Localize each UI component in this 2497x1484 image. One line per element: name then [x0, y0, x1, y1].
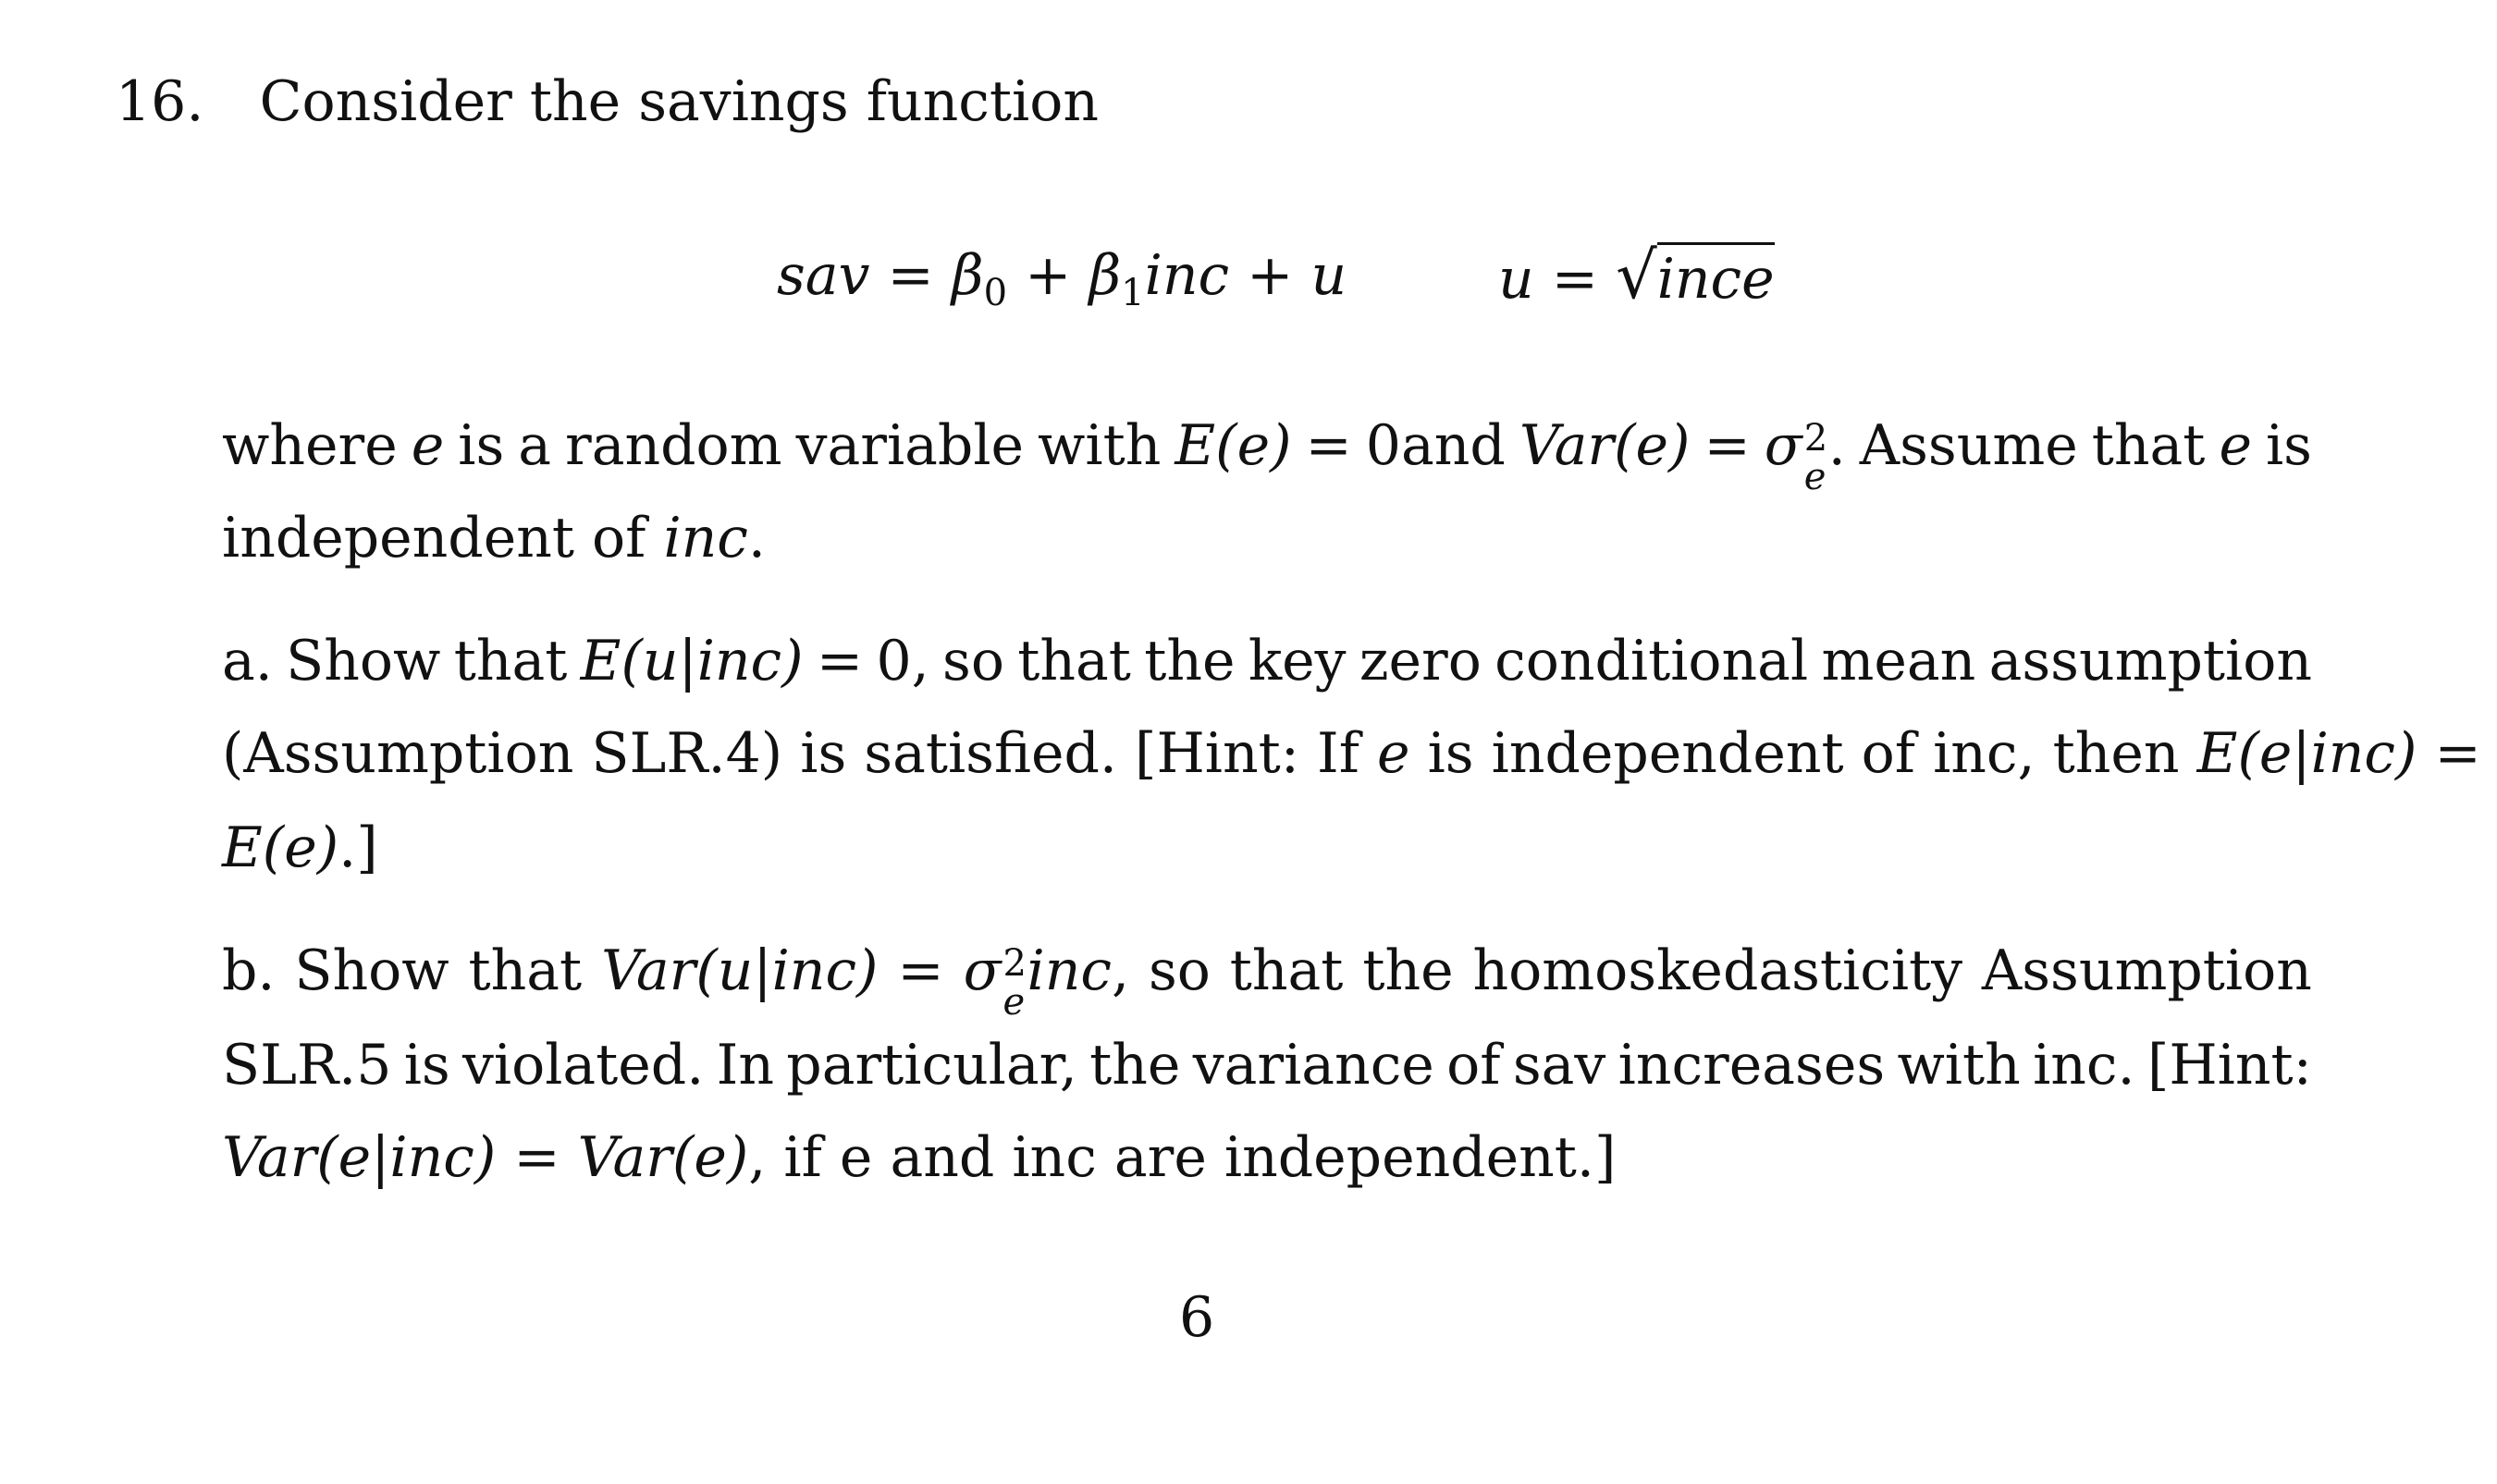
math-equals: =	[816, 629, 864, 693]
eq-plus: +	[1247, 243, 1294, 308]
word: variable	[795, 413, 1025, 478]
word: a	[518, 413, 552, 478]
eq-beta0: β	[951, 243, 984, 308]
period: .	[1827, 413, 1846, 478]
word: with	[1897, 1033, 2021, 1098]
eq2-equals: =	[1551, 247, 1599, 312]
word: [Hint:	[2146, 1033, 2312, 1098]
math-equals: =	[1704, 413, 1751, 478]
word: SLR.5	[222, 1033, 392, 1098]
word: is	[403, 1033, 450, 1098]
comma: ,	[1111, 938, 1130, 1003]
part-a-line-1	[222, 624, 2312, 698]
part-b-line-3	[222, 1121, 1616, 1195]
text: (Assumption SLR.4) is satisfied. [Hint: If	[222, 721, 1377, 786]
eq-sav: sav	[777, 243, 870, 308]
text: is independent of inc, then	[1409, 721, 2197, 786]
word: so	[942, 629, 1004, 693]
sigma-sup: 2	[1002, 942, 1027, 986]
text: independent of	[222, 506, 664, 570]
word: key	[1248, 629, 1347, 693]
word: so	[1148, 938, 1211, 1003]
word: Assume	[1859, 413, 2078, 478]
math-equals: =	[2417, 721, 2481, 786]
math-variance: Var(e)	[577, 1125, 749, 1190]
sigma-scripts	[1802, 417, 1828, 499]
math-variance: Var(e)	[1519, 413, 1691, 478]
word: mean	[1821, 629, 1976, 693]
part-b-line-1	[222, 934, 2312, 1024]
word: inc.	[2033, 1033, 2135, 1098]
math-sigma-squared	[1764, 409, 1846, 499]
sigma-scripts	[1002, 942, 1027, 1024]
problem-number: 16.	[116, 69, 204, 134]
word: where	[222, 413, 398, 478]
word: that	[1229, 938, 1344, 1003]
word: random	[565, 413, 782, 478]
math-equals: =	[897, 938, 944, 1003]
word: increases	[1618, 1033, 1886, 1098]
eq-plus: +	[1025, 243, 1072, 308]
word: Show	[294, 938, 449, 1003]
word: particular,	[786, 1033, 1077, 1098]
word: Show	[286, 629, 441, 693]
radicand: ince	[1657, 242, 1775, 312]
intro-line-2	[222, 501, 766, 575]
math-e: e	[2219, 413, 2252, 478]
word: the	[1144, 629, 1236, 693]
word: that	[453, 629, 568, 693]
math-conditional-variance: Var(e|inc)	[222, 1125, 497, 1190]
math-equals: =	[496, 1125, 578, 1190]
word: of	[1446, 1033, 1501, 1098]
math-inc: inc	[1027, 938, 1112, 1003]
part-label: b.	[222, 938, 276, 1003]
eq-inc: inc	[1144, 243, 1230, 308]
word: 0and	[1365, 413, 1506, 478]
text: , if e and inc are independent.]	[748, 1125, 1617, 1190]
intro-line-1	[222, 409, 2312, 499]
sigma-sup: 2	[1803, 417, 1828, 460]
math-conditional-expectation: E(e|inc)	[2196, 721, 2417, 786]
word: that	[468, 938, 583, 1003]
sigma: σ	[1764, 413, 1802, 478]
problem-title: Consider the savings function	[259, 69, 1099, 134]
eq-u: u	[1310, 243, 1347, 308]
math-sigma-squared-inc	[963, 934, 1130, 1024]
equation-error	[1498, 239, 1775, 316]
part-a-line-2	[222, 717, 2481, 791]
part-b-line-2	[222, 1028, 2312, 1102]
word: that	[2091, 413, 2206, 478]
word: with	[1038, 413, 1162, 478]
problem-heading	[116, 65, 1099, 139]
math-conditional-expectation: E(u|inc)	[580, 629, 804, 693]
word: zero	[1359, 629, 1482, 693]
math-expectation: E(e)	[1175, 413, 1292, 478]
eq-beta0-sub: 0	[983, 272, 1008, 314]
eq2-u: u	[1498, 247, 1534, 312]
word: the	[1362, 938, 1454, 1003]
word: violated.	[462, 1033, 705, 1098]
math-equals: =	[1305, 413, 1352, 478]
eq-beta1: β	[1089, 243, 1122, 308]
math-e: e	[411, 413, 445, 478]
word: Assumption	[1981, 938, 2312, 1003]
math-e: e	[1376, 721, 1410, 786]
math-conditional-variance: Var(u|inc)	[601, 938, 879, 1003]
word: sav	[1512, 1033, 1606, 1098]
word: 0,	[876, 629, 929, 693]
part-label: a.	[222, 629, 273, 693]
math-inc: inc	[663, 506, 748, 570]
part-a-line-3	[222, 811, 378, 885]
eq-equals: =	[887, 243, 934, 308]
sigma-sub: e	[1803, 456, 1827, 499]
word: assumption	[1988, 629, 2312, 693]
radical-sign: √	[1616, 238, 1657, 313]
math-expectation: E(e)	[222, 816, 339, 880]
text: .]	[338, 816, 378, 880]
word: homoskedasticity	[1472, 938, 1963, 1003]
word: variance	[1192, 1033, 1434, 1098]
period: .	[747, 506, 766, 570]
word: conditional	[1495, 629, 1809, 693]
sqrt-expression	[1616, 239, 1775, 316]
word: In	[716, 1033, 774, 1098]
sigma: σ	[963, 938, 1002, 1003]
word: is	[2265, 413, 2312, 478]
eq-beta1-sub: 1	[1121, 272, 1145, 314]
equation-savings	[777, 239, 1347, 330]
word: is	[458, 413, 505, 478]
word: the	[1089, 1033, 1181, 1098]
page-number: 6	[1179, 1285, 1215, 1350]
word: that	[1017, 629, 1131, 693]
sigma-sub: e	[1002, 981, 1026, 1024]
